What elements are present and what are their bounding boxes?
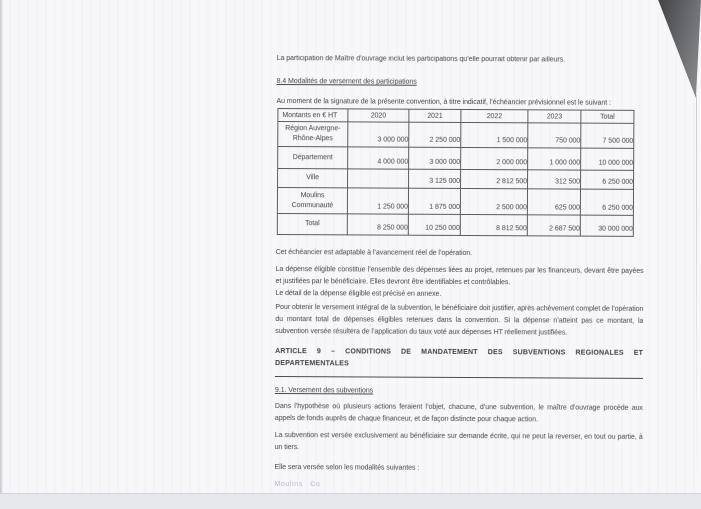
cell-value: 3 000 000 (409, 147, 461, 169)
cell-value: 2 250 000 (409, 122, 461, 147)
paragraph-echeancier: Cet échéancier est adaptable à l’avancement réel de l’opération. (275, 248, 473, 258)
cell-value: 312 500 (528, 170, 581, 189)
paragraph-participation: La participation de Maître d’ouvrage inclut les participations qu’elle pourrait obtenir par ailleurs. (276, 54, 566, 64)
paragraph-versement-integral: Pour obtenir le versement intégral de la subvention, le bénéficiaire doit justifier, après achèvement complet de l’opération du montant total de dépenses éligibles retenues dans la convention. Si la dépense n’atteint pas ce montant, la subvention versée résultera de l’application du taux voté aux dépenses HT réellement justifiées. (275, 303, 644, 337)
table-row-moulins-communaute (277, 188, 633, 216)
cell-value: 2 500 000 (460, 188, 527, 214)
row-label: Région Auvergne-Rhône-Alpes (278, 122, 348, 147)
table-row-region (278, 122, 634, 149)
cell-value: 30 000 000 (580, 215, 633, 236)
table-row-departement (278, 147, 634, 171)
header-2021: 2021 (409, 109, 461, 122)
cell-value: 1 250 000 (347, 188, 408, 214)
article-9-heading (275, 346, 643, 379)
header-2023: 2023 (528, 110, 581, 123)
row-label: Département (278, 147, 348, 169)
paragraph-modalites: Elle sera versée selon les modalités suivantes : (274, 463, 420, 472)
page-right-edge-shadow (696, 95, 697, 490)
paragraph-depense-part2: Le détail de la dépense éligible est précisé en annexe. (275, 289, 442, 298)
header-montants: Montants en € HT (278, 109, 348, 122)
payment-schedule-table (277, 108, 635, 237)
cell-value: 8 250 000 (347, 214, 408, 235)
section-heading-9-1: 9.1. Versement des subventions (274, 386, 374, 395)
paragraph-intro: Au moment de la signature de la présente convention, à titre indicatif, l’échéancier prévisionnel est le suivant : (276, 97, 611, 107)
cell-value: 8 812 500 (460, 214, 527, 235)
document-content (274, 0, 645, 502)
scan-corner-fold-artifact (655, 0, 701, 98)
cell-value: 1 875 000 (408, 188, 460, 214)
article-9-heading-line2: DEPARTEMENTALES (275, 359, 350, 368)
cutoff-faded-text: Moulins Co (274, 480, 321, 489)
scanner-background-strip (0, 493, 701, 509)
cell-value: 10 250 000 (408, 214, 460, 235)
article-9-heading-line1: ARTICLE 9 – CONDITIONS DE MANDATEMENT DES SUBVENTIONS REGIONALES ET (275, 347, 644, 357)
cell-value: 625 000 (527, 189, 580, 215)
cell-value: 6 250 000 (580, 189, 633, 215)
table-row-ville (278, 169, 634, 190)
cell-value: 6 250 000 (581, 170, 634, 189)
cell-value: 3 125 000 (409, 169, 461, 188)
paragraph-subvention-versee: La subvention est versée exclusivement au bénéficiaire sur demande écrite, qui ne peut la reverser, en tout ou partie, à un tiers. (274, 431, 643, 452)
row-label: Moulins Communauté (277, 188, 347, 214)
header-total: Total (581, 110, 634, 123)
cell-value: 4 000 000 (348, 147, 409, 169)
cell-value (348, 169, 409, 188)
paragraph-depense (275, 264, 643, 302)
cell-value: 750 000 (528, 123, 581, 148)
cell-value: 3 000 000 (348, 122, 409, 147)
header-2022: 2022 (461, 109, 528, 122)
cell-value: 10 000 000 (581, 148, 634, 170)
table-row-total (277, 214, 633, 237)
paragraph-hypothese: Dans l’hypothèse où plusieurs actions feraient l’objet, chacune, d’une subvention, le maître d’ouvrage procède aux appels de fonds auprès de chaque financeur, et de façon distincte pour chaque action. (274, 402, 643, 424)
paragraph-depense-part1: La dépense éligible constitue l’ensemble des dépenses liées au projet, retenues par les financeurs, devant être payées et justifiées par le bénéficiaire. Elles devront être identifiables et contrôlables. (275, 265, 644, 287)
cell-value: 2 000 000 (461, 147, 528, 169)
page-left-edge-shadow (0, 0, 3, 493)
cell-value: 2 812 500 (461, 169, 528, 188)
row-label: Total (277, 214, 347, 235)
cell-value: 2 687 500 (527, 215, 580, 236)
row-label: Ville (278, 169, 348, 188)
header-2020: 2020 (348, 109, 409, 122)
cell-value: 7 500 000 (581, 123, 634, 148)
cell-value: 1 500 000 (461, 122, 528, 147)
cell-value: 1 000 000 (528, 148, 581, 170)
section-heading-8-4: 8.4 Modalités de versement des participations (276, 77, 417, 86)
